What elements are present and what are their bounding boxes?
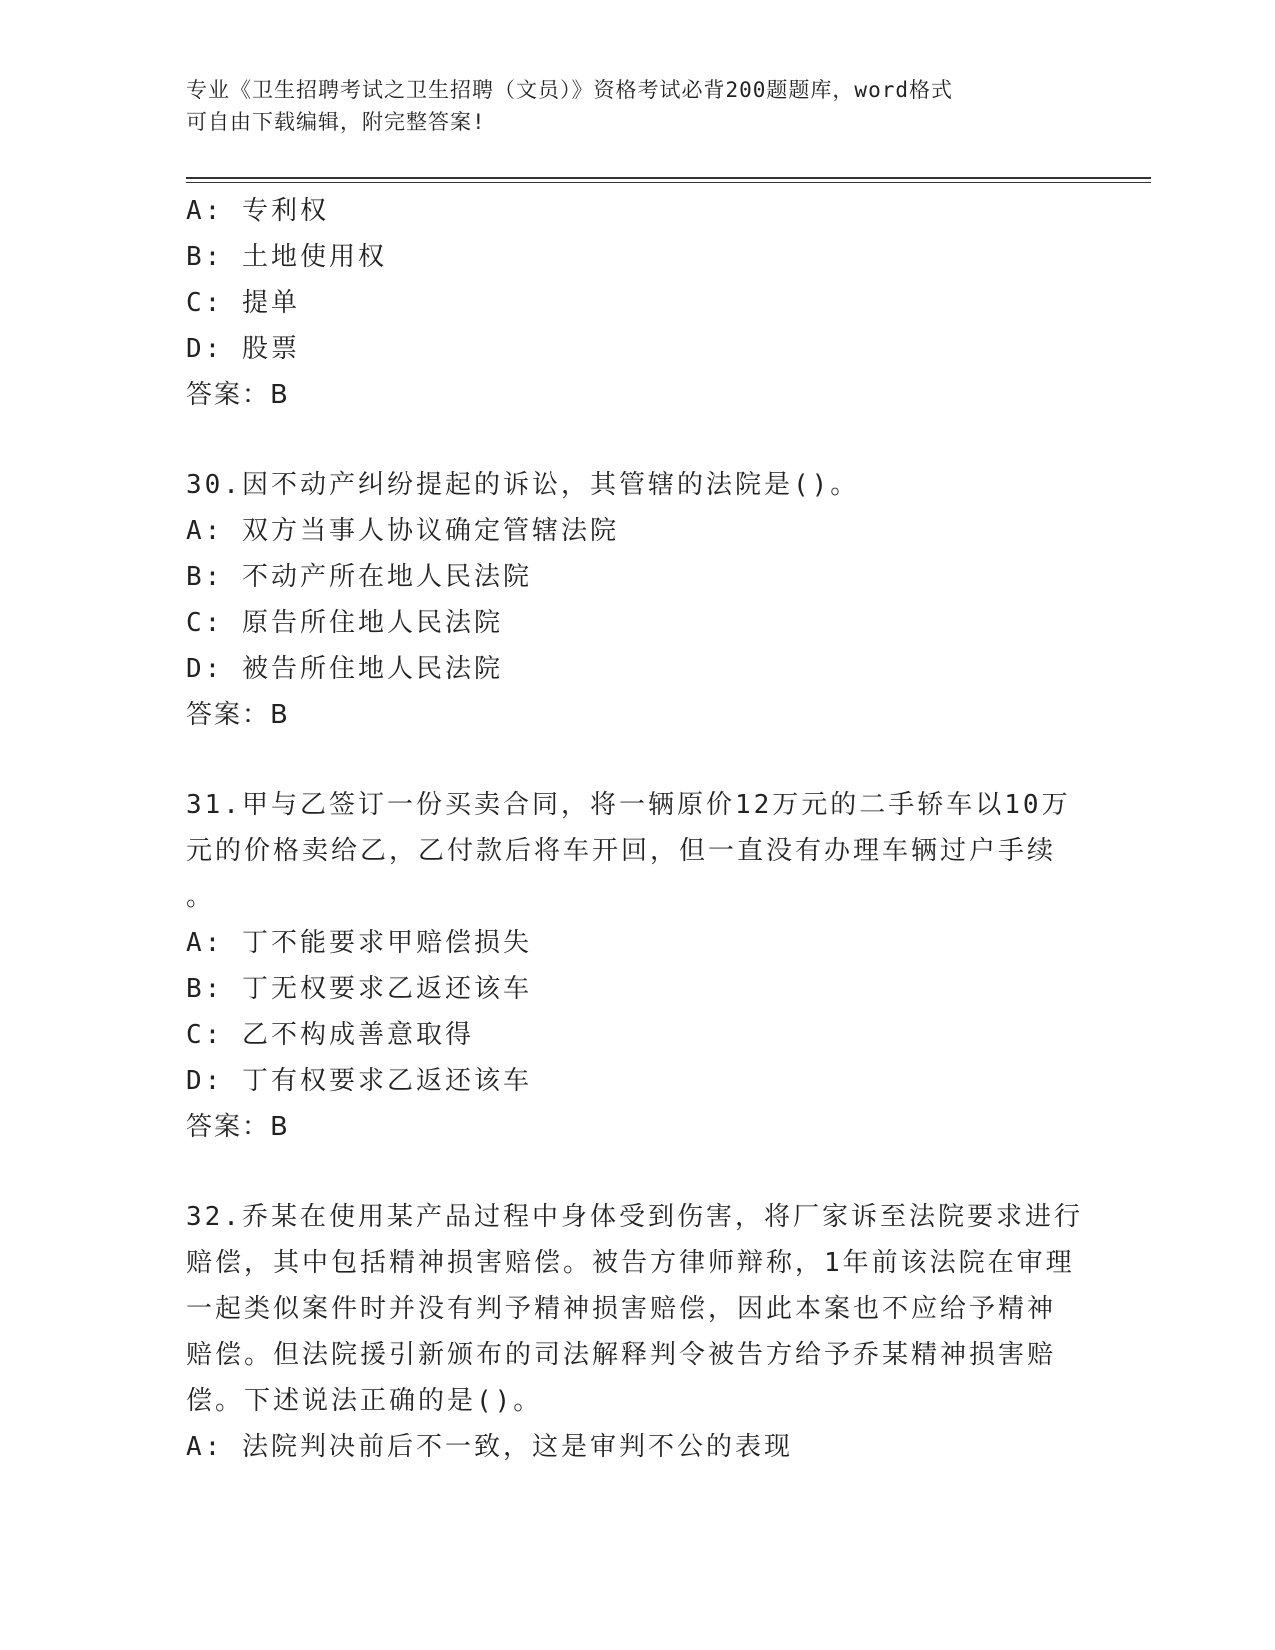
question-stem-line: 赔偿，其中包括精神损害赔偿。被告方律师辩称，1年前该法院在审理 — [186, 1248, 1075, 1278]
option-b: B: 土地使用权 — [186, 242, 387, 272]
option-d: D: 股票 — [186, 334, 300, 364]
header-divider-thin — [186, 182, 1151, 183]
answer-line: 答案：B — [186, 1112, 290, 1142]
option-a: A: 双方当事人协议确定管辖法院 — [186, 516, 619, 546]
option-c: C: 原告所住地人民法院 — [186, 608, 503, 638]
option-a: A: 丁不能要求甲赔偿损失 — [186, 928, 532, 958]
option-a: A: 法院判决前后不一致，这是审判不公的表现 — [186, 1432, 793, 1462]
question-stem-line: 。 — [186, 882, 216, 912]
question-list — [186, 188, 1086, 1470]
answer-line: 答案：B — [186, 700, 290, 730]
question-stem-line: 偿。下述说法正确的是()。 — [186, 1386, 543, 1416]
header-title-line: 专业《卫生招聘考试之卫生招聘（文员）》资格考试必背200题题库，word格式 — [186, 78, 953, 102]
option-c: C: 提单 — [186, 288, 300, 318]
answer-line: 答案：B — [186, 380, 290, 410]
question-stem-line: 赔偿。但法院援引新颁布的司法解释判令被告方给予乔某精神损害赔 — [186, 1340, 1057, 1370]
header-divider-thick — [186, 177, 1151, 179]
question-stem-line: 31.甲与乙签订一份买卖合同，将一辆原价12万元的二手轿车以10万 — [186, 790, 1071, 820]
option-c: C: 乙不构成善意取得 — [186, 1020, 474, 1050]
question-stem-line: 元的价格卖给乙，乙付款后将车开回，但一直没有办理车辆过户手续 — [186, 836, 1057, 866]
question-32 — [186, 1194, 1086, 1470]
question-29 — [186, 188, 1086, 418]
question-30 — [186, 462, 1086, 738]
question-31 — [186, 782, 1086, 1150]
option-b: B: 不动产所在地人民法院 — [186, 562, 532, 592]
option-d: D: 被告所住地人民法院 — [186, 654, 503, 684]
option-b: B: 丁无权要求乙返还该车 — [186, 974, 532, 1004]
header-subtitle-line: 可自由下载编辑，附完整答案! — [186, 110, 486, 134]
question-stem-line: 32.乔某在使用某产品过程中身体受到伤害，将厂家诉至法院要求进行 — [186, 1202, 1083, 1232]
document-header — [186, 74, 1086, 138]
option-a: A: 专利权 — [186, 196, 329, 226]
option-d: D: 丁有权要求乙返还该车 — [186, 1066, 532, 1096]
question-stem-line: 一起类似案件时并没有判予精神损害赔偿，因此本案也不应给予精神 — [186, 1294, 1057, 1324]
question-stem: 30.因不动产纠纷提起的诉讼，其管辖的法院是()。 — [186, 470, 860, 500]
